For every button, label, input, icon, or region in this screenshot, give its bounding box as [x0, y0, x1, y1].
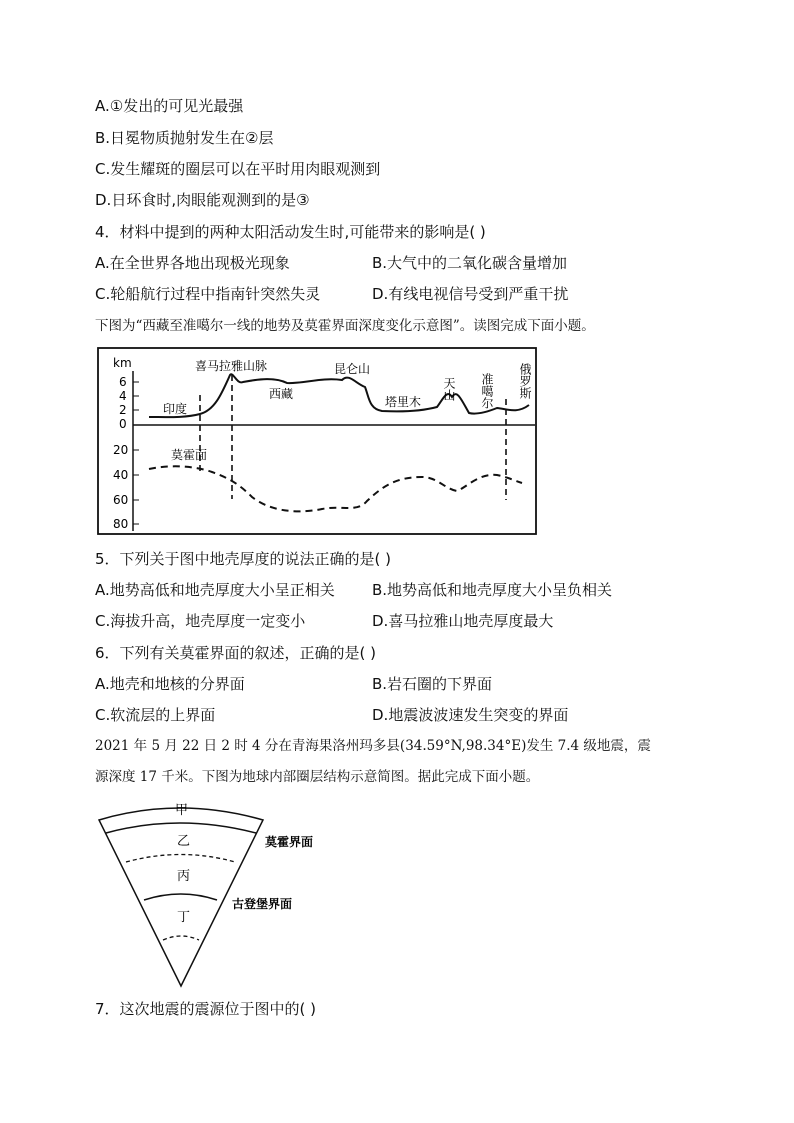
tick-60: 60	[113, 493, 129, 507]
q5-option-d: D.喜马拉雅山地壳厚度最大	[372, 612, 554, 630]
label-himalaya: 喜马拉雅山脉	[195, 359, 268, 373]
q4-option-b: B.大气中的二氧化碳含量增加	[372, 254, 568, 272]
intro-figure2-line1: 2021 年 5 月 22 日 2 时 4 分在青海果洛州玛多县(34.59°N,98.34°E)发生 7.4 级地震，震	[95, 738, 651, 754]
q6-option-c: C.软流层的上界面	[95, 706, 216, 724]
q4-stem: 4．材料中提到的两种太阳活动发生时,可能带来的影响是( )	[95, 223, 486, 241]
q3-option-a: A.①发出的可见光最强	[95, 97, 244, 115]
tick-40: 40	[113, 468, 129, 482]
tick-2: 2	[119, 403, 127, 417]
tick-4: 4	[119, 389, 127, 403]
q6-option-a: A.地壳和地核的分界面	[95, 675, 245, 693]
terrain-profile-line	[149, 374, 529, 417]
q5-stem: 5．下列关于图中地壳厚度的说法正确的是( )	[95, 550, 392, 568]
tick-6: 6	[119, 375, 127, 389]
intro-figure2-line2: 源深度 17 千米。下图为地球内部圈层结构示意简图。据此完成下面小题。	[95, 769, 540, 785]
y-unit: km	[113, 356, 132, 370]
label-russia: 俄罗斯	[518, 363, 532, 399]
q4-option-d: D.有线电视信号受到严重干扰	[372, 285, 569, 303]
layer-jia: 甲	[175, 803, 189, 818]
label-moho: 莫霍面	[171, 448, 208, 462]
q7-stem: 7．这次地震的震源位于图中的( )	[95, 1000, 317, 1018]
q6-option-d: D.地震波波速发生突变的界面	[372, 706, 569, 724]
label-tibet: 西藏	[269, 387, 294, 401]
q3-option-b: B.日冕物质抛射发生在②层	[95, 129, 274, 147]
q3-option-d: D.日环食时,肉眼能观测到的是③	[95, 191, 310, 209]
layer-yi: 乙	[177, 834, 191, 849]
label-tianshan: 天山	[442, 377, 456, 401]
tick-0: 0	[119, 417, 127, 431]
earth-interior-figure	[95, 800, 340, 990]
intro-figure1: 下图为“西藏至准噶尔一线的地势及莫霍界面深度变化示意图”。读图完成下面小题。	[95, 318, 595, 334]
layer-bing: 丙	[177, 869, 191, 884]
figure-frame	[98, 348, 536, 534]
gutenberg-label: 古登堡界面	[232, 897, 293, 911]
core-boundary-dashed	[163, 936, 199, 940]
q5-option-a: A.地势高低和地壳厚度大小呈正相关	[95, 581, 335, 599]
gutenberg-boundary	[144, 894, 217, 900]
q6-stem: 6．下列有关莫霍界面的叙述，正确的是( )	[95, 644, 377, 662]
q4-option-a: A.在全世界各地出现极光现象	[95, 254, 290, 272]
label-tarim: 塔里木	[385, 395, 422, 409]
label-india: 印度	[163, 402, 188, 416]
layer-ding: 丁	[177, 910, 191, 925]
tick-80: 80	[113, 517, 129, 531]
q4-option-c: C.轮船航行过程中指南针突然失灵	[95, 285, 321, 303]
q3-option-c: C.发生耀斑的圈层可以在平时用肉眼观测到	[95, 160, 381, 178]
mantle-boundary-dashed	[126, 855, 235, 863]
label-kunlun: 昆仑山	[334, 362, 371, 376]
q6-option-b: B.岩石圈的下界面	[372, 675, 493, 693]
q5-option-b: B.地势高低和地壳厚度大小呈负相关	[372, 581, 613, 599]
moho-depth-line	[149, 466, 522, 511]
q5-option-c: C.海拔升高，地壳厚度一定变小	[95, 612, 306, 630]
moho-label: 莫霍界面	[265, 835, 314, 849]
label-junggar: 准噶尔	[480, 373, 494, 409]
terrain-moho-profile-figure	[97, 347, 537, 535]
tick-20: 20	[113, 443, 129, 457]
moho-boundary	[106, 823, 256, 833]
